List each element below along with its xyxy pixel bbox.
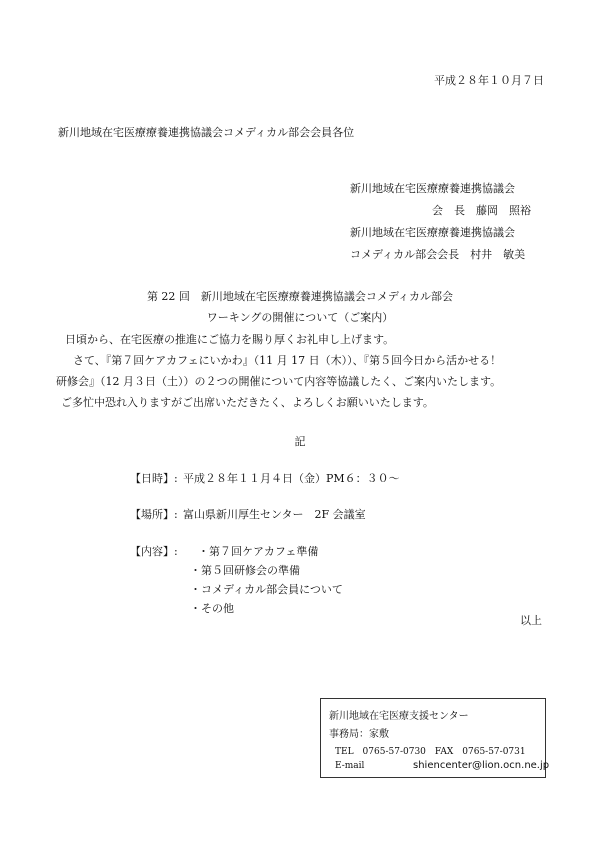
sender-title-1: 会 長 藤岡 照裕 bbox=[432, 204, 531, 217]
subject-heading bbox=[0, 286, 600, 328]
content-item: ・コメディカル部会員について bbox=[190, 583, 343, 596]
place-value: 富山県新川厚生センター 2F 会議室 bbox=[183, 508, 366, 521]
place-label: 【場所】: bbox=[130, 508, 178, 521]
contact-box bbox=[320, 698, 550, 778]
contact-phones: TEL 0765-57-0730 FAX 0765-57-0731 bbox=[335, 747, 526, 757]
body-paragraph-1: 日頃から、在宅医療の推進にご協力を賜り厚くお礼申し上げます。 bbox=[65, 333, 395, 346]
sender-org-1: 新川地域在宅医療療養連携協議会 bbox=[350, 182, 515, 195]
body-paragraph-3: ご多忙中恐れ入りますがご出席いただきたく、よろしくお願いいたします。 bbox=[61, 396, 434, 409]
contact-email[interactable]: shiencenter@lion.ocn.ne.jp bbox=[413, 760, 550, 771]
body-text bbox=[56, 329, 545, 413]
datetime-value: 平成２８年１１月４日（金）PM６：３０～ bbox=[183, 472, 400, 485]
document-date: 平成２８年１０月７日 bbox=[434, 74, 544, 87]
contact-office: 事務局：家敷 bbox=[329, 729, 389, 740]
content-item: ・第７回ケアカフェ準備 bbox=[198, 545, 319, 558]
closing-mark: 以上 bbox=[520, 614, 542, 627]
sender-block bbox=[350, 178, 531, 266]
content-item: ・第５回研修会の準備 bbox=[190, 564, 300, 577]
subject-line-1: 第 22 回 新川地域在宅医療療養連携協議会コメディカル部会 bbox=[146, 290, 454, 303]
contact-org: 新川地域在宅医療支援センター bbox=[329, 711, 469, 722]
sender-org-2: 新川地域在宅医療療養連携協議会 bbox=[350, 226, 515, 239]
content-list bbox=[190, 542, 343, 618]
body-paragraph-2b: 研修会』（12 月３日（土））の２つの開催について内容等協議したく、ご案内いたします。 bbox=[56, 375, 502, 388]
datetime-label: 【日時】: bbox=[130, 472, 178, 485]
sender-title-2: コメディカル部会会長 村井 敏美 bbox=[350, 248, 526, 261]
subject-line-2: ワーキングの開催について（ご案内） bbox=[206, 311, 394, 324]
contact-email-label: E-mail bbox=[335, 761, 365, 771]
content-item: ・その他 bbox=[190, 602, 234, 615]
addressee: 新川地域在宅医療療養連携協議会コメディカル部会会員各位 bbox=[58, 126, 355, 139]
ki-marker: 記 bbox=[294, 435, 306, 448]
content-label: 【内容】: bbox=[130, 545, 178, 558]
body-paragraph-2a: さて、『第７回ケアカフェにいかわ』（11 月 17 日（木））、『第５回今日から活かせる！ bbox=[73, 354, 502, 367]
